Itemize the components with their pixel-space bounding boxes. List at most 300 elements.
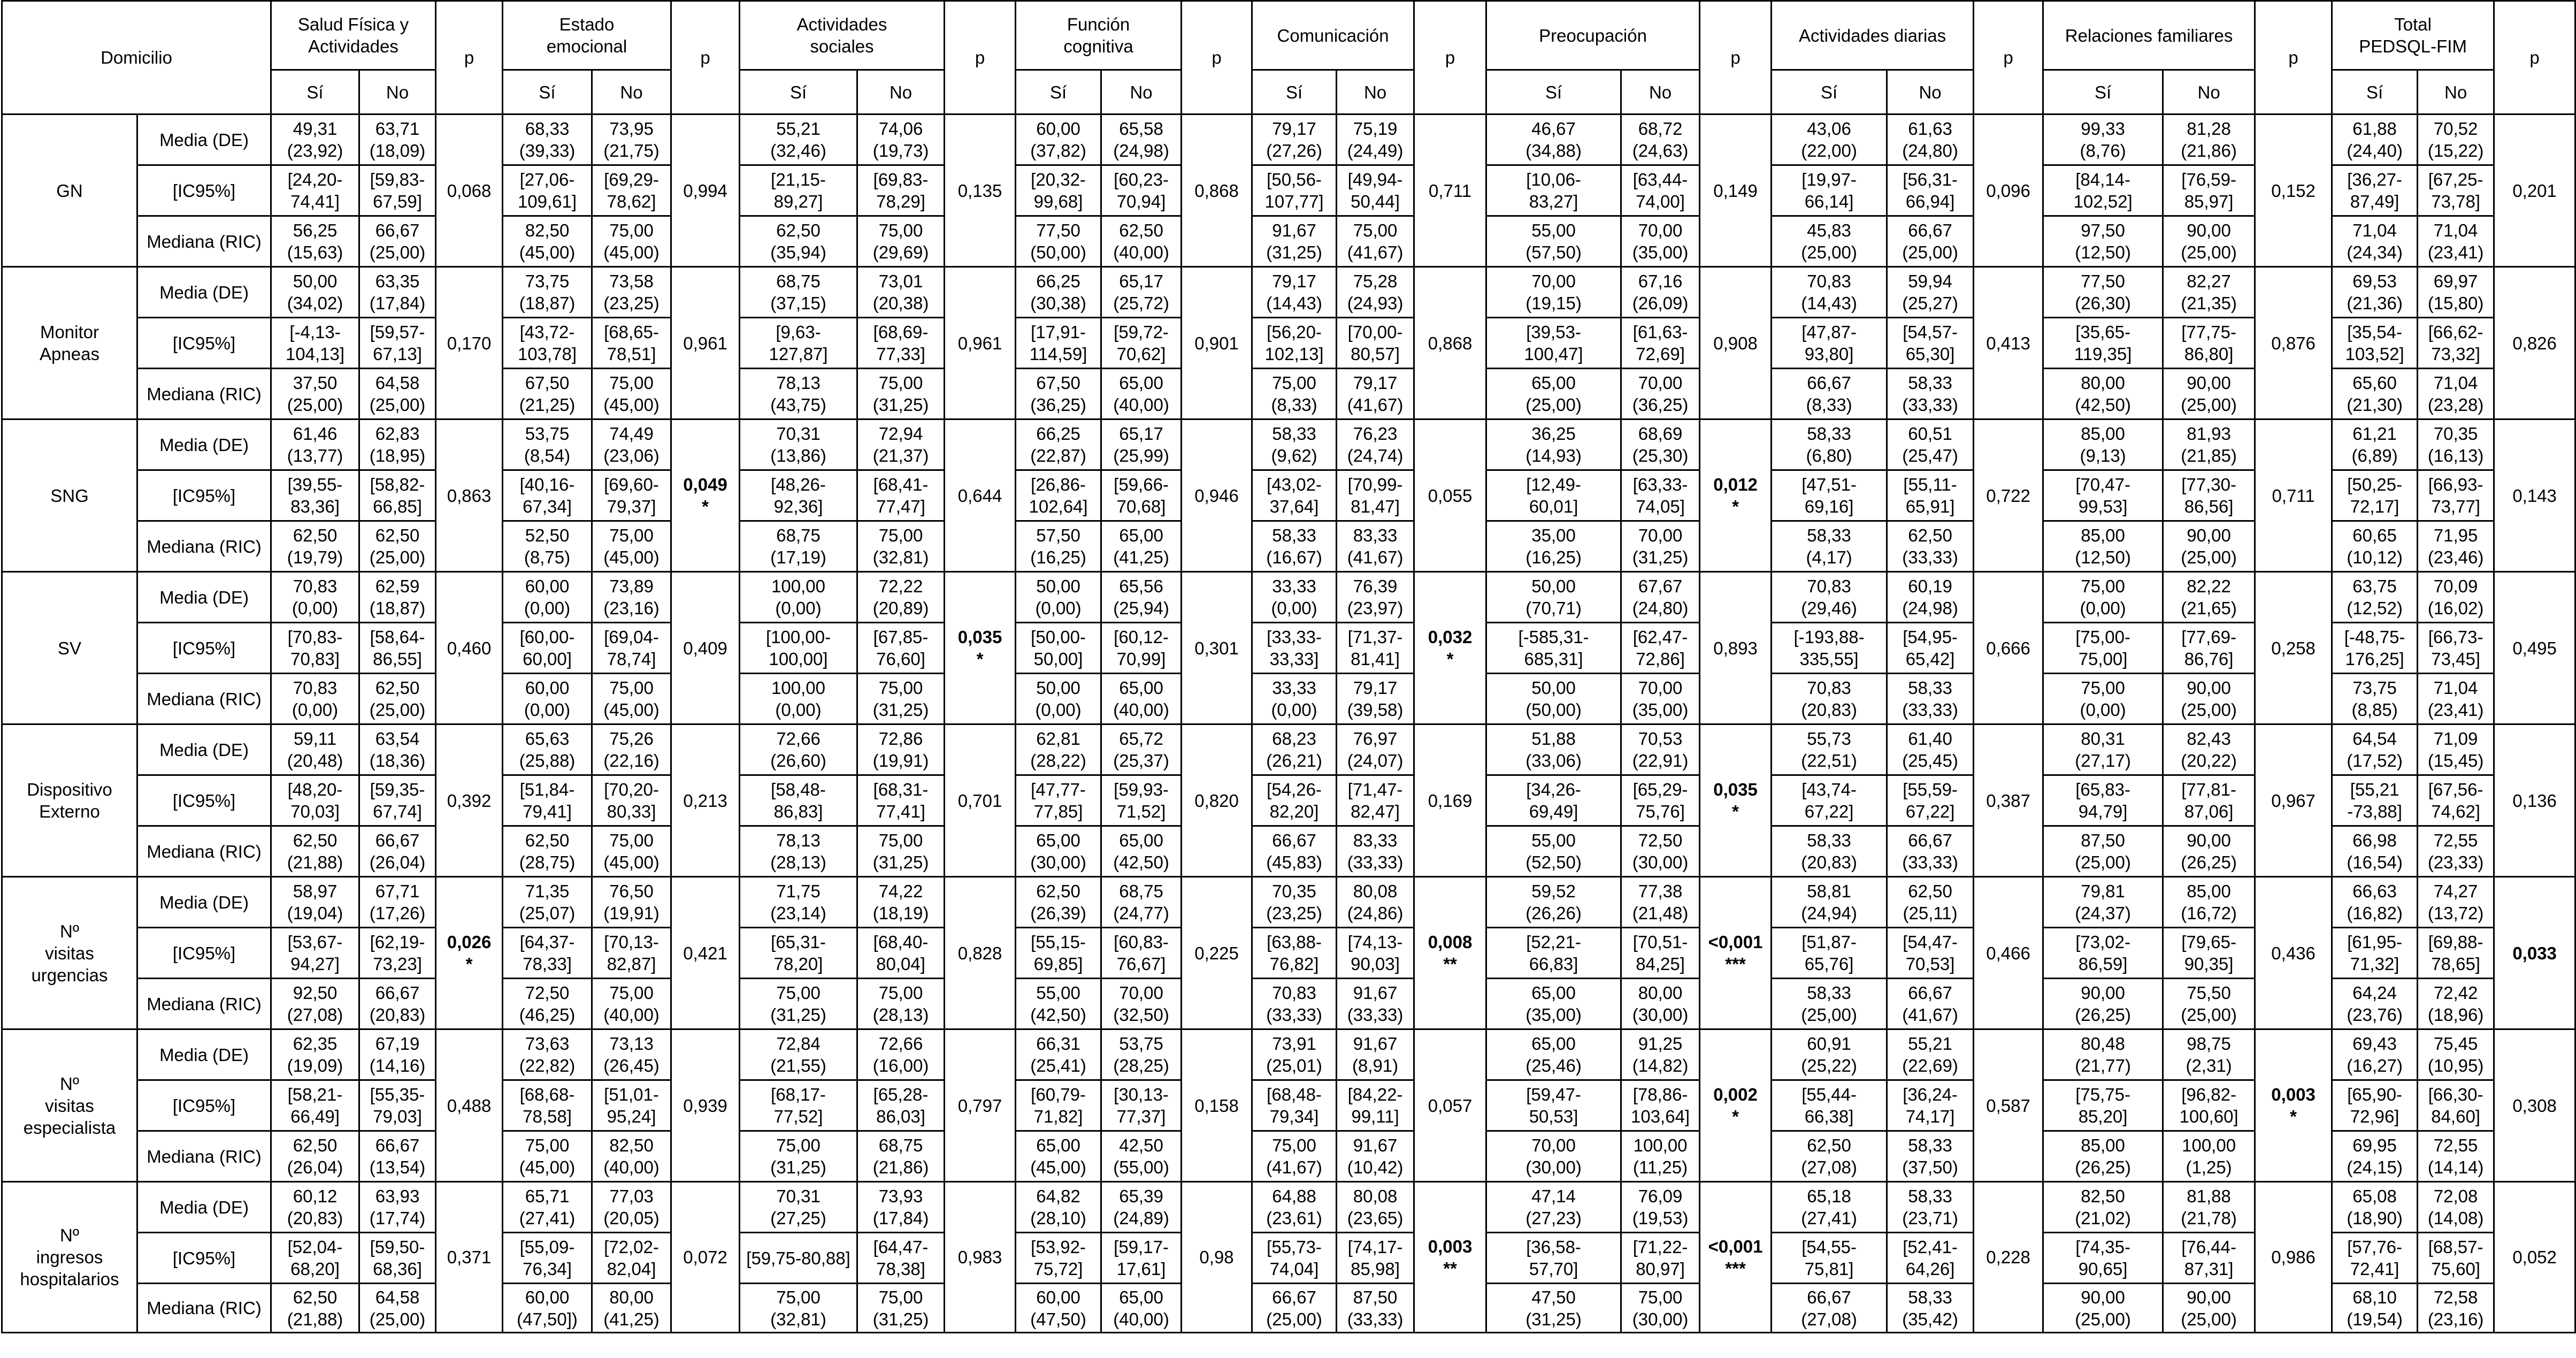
value-no: 61,63 (24,80) xyxy=(1887,115,1974,165)
value-si: [68,48- 79,34] xyxy=(1252,1080,1337,1131)
value-si: 70,31 (13,86) xyxy=(740,419,857,470)
value-no: 70,09 (16,02) xyxy=(2418,572,2494,623)
value-no: 77,38 (21,48) xyxy=(1621,877,1700,928)
stat-label: [IC95%] xyxy=(137,928,271,979)
p-value: 0,170 xyxy=(436,267,503,419)
value-no: [68,65- 78,51] xyxy=(592,318,671,369)
table-row xyxy=(2,1233,2575,1284)
p-value: 0,901 xyxy=(1182,267,1252,419)
value-si: 80,00 (42,50) xyxy=(2043,369,2163,419)
value-no: 62,50 (40,00) xyxy=(1101,216,1182,267)
p-value: 0,868 xyxy=(1414,267,1486,419)
value-si: [75,00- 75,00] xyxy=(2043,623,2163,674)
value-si: 62,35 (19,09) xyxy=(271,1029,359,1080)
table-row xyxy=(2,1284,2575,1333)
value-si: [68,68- 78,58] xyxy=(503,1080,592,1131)
p-header: p xyxy=(671,1,740,115)
value-no: [54,57- 65,30] xyxy=(1887,318,1974,369)
value-si: 69,95 (24,15) xyxy=(2332,1131,2418,1182)
value-si: [9,63- 127,87] xyxy=(740,318,857,369)
value-si: 70,31 (27,25) xyxy=(740,1182,857,1233)
value-si: 66,98 (16,54) xyxy=(2332,826,2418,877)
value-no: 75,00 (45,00) xyxy=(592,826,671,877)
value-si: 58,81 (24,94) xyxy=(1772,877,1887,928)
value-si: [39,53- 100,47] xyxy=(1486,318,1621,369)
value-no: [65,28- 86,03] xyxy=(857,1080,945,1131)
value-si: 90,00 (26,25) xyxy=(2043,979,2163,1029)
si-header: Sí xyxy=(2332,70,2418,115)
value-no: 75,00 (41,67) xyxy=(1337,216,1414,267)
value-no: 66,67 (25,00) xyxy=(1887,216,1974,267)
p-value: 0,301 xyxy=(1182,572,1252,724)
value-no: 75,00 (45,00) xyxy=(592,674,671,724)
value-si: [100,00- 100,00] xyxy=(740,623,857,674)
value-si: 55,73 (22,51) xyxy=(1772,724,1887,775)
p-value: 0,135 xyxy=(945,115,1016,267)
value-no: 65,58 (24,98) xyxy=(1101,115,1182,165)
value-no: 75,00 (31,25) xyxy=(857,826,945,877)
p-value: 0,961 xyxy=(945,267,1016,419)
value-no: [79,65- 90,35] xyxy=(2163,928,2255,979)
value-no: [66,93- 73,77] xyxy=(2418,470,2494,521)
value-no: [76,59- 85,97] xyxy=(2163,165,2255,216)
value-no: 58,33 (33,33) xyxy=(1887,674,1974,724)
p-value: 0,828 xyxy=(945,877,1016,1029)
value-si: 47,50 (31,25) xyxy=(1486,1284,1621,1333)
value-si: 37,50 (25,00) xyxy=(271,369,359,419)
p-value: 0,820 xyxy=(1182,724,1252,877)
value-si: 52,50 (8,75) xyxy=(503,521,592,572)
value-si: 66,67 (25,00) xyxy=(1252,1284,1337,1333)
value-si: 65,18 (27,41) xyxy=(1772,1182,1887,1233)
p-header: p xyxy=(2494,1,2575,115)
value-no: 61,40 (25,45) xyxy=(1887,724,1974,775)
value-no: 85,00 (16,72) xyxy=(2163,877,2255,928)
value-no: 75,00 (28,13) xyxy=(857,979,945,1029)
p-value: 0,666 xyxy=(1974,572,2043,724)
value-no: [67,25- 73,78] xyxy=(2418,165,2494,216)
value-si: 99,33 (8,76) xyxy=(2043,115,2163,165)
value-no: 76,23 (24,74) xyxy=(1337,419,1414,470)
value-si: [48,26- 92,36] xyxy=(740,470,857,521)
value-no: 74,22 (18,19) xyxy=(857,877,945,928)
p-value: 0,826 xyxy=(2494,267,2575,419)
stat-label: Mediana (RIC) xyxy=(137,1131,271,1182)
si-header: Sí xyxy=(1486,70,1621,115)
p-value: 0,908 xyxy=(1700,267,1772,419)
value-no: 66,67 (13,54) xyxy=(359,1131,436,1182)
table-row xyxy=(2,877,2575,928)
domain-header: Actividades diarias xyxy=(1772,1,1974,70)
si-header: Sí xyxy=(1772,70,1887,115)
value-si: 56,25 (15,63) xyxy=(271,216,359,267)
value-no: 70,00 (35,00) xyxy=(1621,216,1700,267)
value-no: [59,35- 67,74] xyxy=(359,775,436,826)
p-value: 0,169 xyxy=(1414,724,1486,877)
value-no: 80,08 (24,86) xyxy=(1337,877,1414,928)
value-si: 60,00 (0,00) xyxy=(503,572,592,623)
value-si: [60,79- 71,82] xyxy=(1016,1080,1101,1131)
p-value: 0,003 * xyxy=(2255,1029,2332,1182)
value-no: 72,08 (14,08) xyxy=(2418,1182,2494,1233)
p-value: 0,863 xyxy=(436,419,503,572)
value-no: 65,00 (40,00) xyxy=(1101,1284,1182,1333)
value-no: [59,83- 67,59] xyxy=(359,165,436,216)
value-si: [10,06- 83,27] xyxy=(1486,165,1621,216)
no-header: No xyxy=(359,70,436,115)
p-value: <0,001 *** xyxy=(1700,877,1772,1029)
no-header: No xyxy=(857,70,945,115)
value-si: [65,31- 78,20] xyxy=(740,928,857,979)
value-si: [26,86- 102,64] xyxy=(1016,470,1101,521)
p-value: 0,201 xyxy=(2494,115,2575,267)
value-no: [71,22- 80,97] xyxy=(1621,1233,1700,1284)
stat-label: Mediana (RIC) xyxy=(137,674,271,724)
value-no: 63,54 (18,36) xyxy=(359,724,436,775)
value-no: 70,00 (35,00) xyxy=(1621,674,1700,724)
value-no: 76,97 (24,07) xyxy=(1337,724,1414,775)
value-no: 91,25 (14,82) xyxy=(1621,1029,1700,1080)
no-header: No xyxy=(2163,70,2255,115)
p-value: 0,392 xyxy=(436,724,503,877)
value-no: [60,12- 70,99] xyxy=(1101,623,1182,674)
no-header: No xyxy=(1621,70,1700,115)
value-no: 74,06 (19,73) xyxy=(857,115,945,165)
table-row xyxy=(2,674,2575,724)
table-row xyxy=(2,267,2575,318)
value-no: 87,50 (33,33) xyxy=(1337,1284,1414,1333)
value-no: 72,55 (23,33) xyxy=(2418,826,2494,877)
value-si: 70,83 (14,43) xyxy=(1772,267,1887,318)
value-si: 62,50 (21,88) xyxy=(271,1284,359,1333)
value-no: 62,59 (18,87) xyxy=(359,572,436,623)
value-no: 82,43 (20,22) xyxy=(2163,724,2255,775)
value-si: 65,00 (25,00) xyxy=(1486,369,1621,419)
value-no: [74,17- 85,98] xyxy=(1337,1233,1414,1284)
value-no: 65,72 (25,37) xyxy=(1101,724,1182,775)
value-no: 62,50 (25,00) xyxy=(359,674,436,724)
si-header: Sí xyxy=(2043,70,2163,115)
value-no: 76,50 (19,91) xyxy=(592,877,671,928)
value-no: [66,30- 84,60] xyxy=(2418,1080,2494,1131)
results-table-page xyxy=(1,0,2576,1333)
value-no: [74,13- 90,03] xyxy=(1337,928,1414,979)
value-no: [71,37- 81,41] xyxy=(1337,623,1414,674)
value-no: 65,00 (40,00) xyxy=(1101,674,1182,724)
p-value: 0,876 xyxy=(2255,267,2332,419)
value-si: 65,08 (18,90) xyxy=(2332,1182,2418,1233)
header-row-si-no xyxy=(2,70,2575,115)
value-si: 53,75 (8,54) xyxy=(503,419,592,470)
p-value: 0,035 * xyxy=(1700,724,1772,877)
table-row xyxy=(2,623,2575,674)
domain-header: Función cognitiva xyxy=(1016,1,1182,70)
value-si: 51,88 (33,06) xyxy=(1486,724,1621,775)
table-row xyxy=(2,928,2575,979)
value-no: 100,00 (11,25) xyxy=(1621,1131,1700,1182)
value-no: 67,16 (26,09) xyxy=(1621,267,1700,318)
value-no: 68,75 (21,86) xyxy=(857,1131,945,1182)
value-no: 71,09 (15,45) xyxy=(2418,724,2494,775)
value-si: [27,06- 109,61] xyxy=(503,165,592,216)
value-no: 65,56 (25,94) xyxy=(1101,572,1182,623)
value-si: [73,02- 86,59] xyxy=(2043,928,2163,979)
p-header: p xyxy=(1974,1,2043,115)
value-si: 70,83 (20,83) xyxy=(1772,674,1887,724)
stat-label: Mediana (RIC) xyxy=(137,216,271,267)
value-si: 65,00 (30,00) xyxy=(1016,826,1101,877)
value-no: 75,28 (24,93) xyxy=(1337,267,1414,318)
value-si: 36,25 (14,93) xyxy=(1486,419,1621,470)
value-si: 91,67 (31,25) xyxy=(1252,216,1337,267)
value-si: 60,00 (47,50]) xyxy=(503,1284,592,1333)
value-no: 72,55 (14,14) xyxy=(2418,1131,2494,1182)
value-no: 63,71 (18,09) xyxy=(359,115,436,165)
value-no: 64,58 (25,00) xyxy=(359,369,436,419)
value-si: 65,71 (27,41) xyxy=(503,1182,592,1233)
value-no: 90,00 (25,00) xyxy=(2163,1284,2255,1333)
p-value: 0,003 ** xyxy=(1414,1182,1486,1333)
stat-label: Media (DE) xyxy=(137,724,271,775)
value-no: [70,13- 82,87] xyxy=(592,928,671,979)
value-si: [55,15- 69,85] xyxy=(1016,928,1101,979)
stat-label: Mediana (RIC) xyxy=(137,521,271,572)
p-value: 0,136 xyxy=(2494,724,2575,877)
value-si: [39,55- 83,36] xyxy=(271,470,359,521)
si-header: Sí xyxy=(1016,70,1101,115)
value-si: 66,67 (8,33) xyxy=(1772,369,1887,419)
value-no: [55,11- 65,91] xyxy=(1887,470,1974,521)
value-si: 73,75 (8,85) xyxy=(2332,674,2418,724)
value-si: 70,35 (23,25) xyxy=(1252,877,1337,928)
value-si: [63,88- 76,82] xyxy=(1252,928,1337,979)
value-no: [36,24- 74,17] xyxy=(1887,1080,1974,1131)
p-value: 0,008 ** xyxy=(1414,877,1486,1029)
p-value: 0,152 xyxy=(2255,115,2332,267)
value-si: 33,33 (0,00) xyxy=(1252,674,1337,724)
value-no: 58,33 (33,33) xyxy=(1887,369,1974,419)
value-no: 90,00 (25,00) xyxy=(2163,674,2255,724)
value-no: [84,22- 99,11] xyxy=(1337,1080,1414,1131)
value-si: 66,67 (45,83) xyxy=(1252,826,1337,877)
value-no: 62,50 (25,11) xyxy=(1887,877,1974,928)
value-no: 66,67 (26,04) xyxy=(359,826,436,877)
value-no: [52,41- 64,26] xyxy=(1887,1233,1974,1284)
table-row xyxy=(2,1131,2575,1182)
value-no: [60,23- 70,94] xyxy=(1101,165,1182,216)
value-no: 76,09 (19,53) xyxy=(1621,1182,1700,1233)
value-no: [63,33- 74,05] xyxy=(1621,470,1700,521)
value-si: [36,27- 87,49] xyxy=(2332,165,2418,216)
table-row xyxy=(2,419,2575,470)
value-no: [70,51- 84,25] xyxy=(1621,928,1700,979)
value-si: [40,16- 67,34] xyxy=(503,470,592,521)
value-no: [58,64- 86,55] xyxy=(359,623,436,674)
value-si: [55,21 -73,88] xyxy=(2332,775,2418,826)
value-si: 55,00 (57,50) xyxy=(1486,216,1621,267)
value-si: [61,95- 71,32] xyxy=(2332,928,2418,979)
no-header: No xyxy=(1101,70,1182,115)
value-no: [69,83- 78,29] xyxy=(857,165,945,216)
value-no: 75,00 (45,00) xyxy=(592,216,671,267)
p-value: 0,072 xyxy=(671,1182,740,1333)
p-header: p xyxy=(1700,1,1772,115)
value-no: [59,72- 70,62] xyxy=(1101,318,1182,369)
value-si: 75,00 (31,25) xyxy=(740,1131,857,1182)
p-value: 0,994 xyxy=(671,115,740,267)
value-no: 81,28 (21,86) xyxy=(2163,115,2255,165)
value-no: 66,67 (33,33) xyxy=(1887,826,1974,877)
p-header: p xyxy=(2255,1,2332,115)
value-no: [77,75- 86,80] xyxy=(2163,318,2255,369)
p-value: 0,413 xyxy=(1974,267,2043,419)
value-no: [49,94- 50,44] xyxy=(1337,165,1414,216)
value-si: 87,50 (25,00) xyxy=(2043,826,2163,877)
value-no: [76,44- 87,31] xyxy=(2163,1233,2255,1284)
value-no: [69,04- 78,74] xyxy=(592,623,671,674)
value-no: 55,21 (22,69) xyxy=(1887,1029,1974,1080)
p-value: 0,421 xyxy=(671,877,740,1029)
value-no: 79,17 (41,67) xyxy=(1337,369,1414,419)
value-no: 72,50 (30,00) xyxy=(1621,826,1700,877)
value-si: 64,88 (23,61) xyxy=(1252,1182,1337,1233)
value-no: 100,00 (1,25) xyxy=(2163,1131,2255,1182)
value-si: [58,21- 66,49] xyxy=(271,1080,359,1131)
value-si: [68,17- 77,52] xyxy=(740,1080,857,1131)
value-no: [64,47- 78,38] xyxy=(857,1233,945,1284)
table-row xyxy=(2,826,2575,877)
value-si: 58,33 (25,00) xyxy=(1772,979,1887,1029)
value-si: 85,00 (9,13) xyxy=(2043,419,2163,470)
value-no: 66,67 (25,00) xyxy=(359,216,436,267)
value-si: 33,33 (0,00) xyxy=(1252,572,1337,623)
value-si: 62,50 (27,08) xyxy=(1772,1131,1887,1182)
value-no: 72,58 (23,16) xyxy=(2418,1284,2494,1333)
value-no: [59,93- 71,52] xyxy=(1101,775,1182,826)
value-si: 46,67 (34,88) xyxy=(1486,115,1621,165)
value-si: [53,67- 94,27] xyxy=(271,928,359,979)
value-si: 70,83 (0,00) xyxy=(271,572,359,623)
p-value: 0,488 xyxy=(436,1029,503,1182)
value-no: [96,82- 100,60] xyxy=(2163,1080,2255,1131)
value-no: 75,00 (31,25) xyxy=(857,1284,945,1333)
value-si: 65,00 (25,46) xyxy=(1486,1029,1621,1080)
value-si: [84,14- 102,52] xyxy=(2043,165,2163,216)
value-no: 73,89 (23,16) xyxy=(592,572,671,623)
value-no: 65,39 (24,89) xyxy=(1101,1182,1182,1233)
value-si: 73,91 (25,01) xyxy=(1252,1029,1337,1080)
value-si: 68,75 (37,15) xyxy=(740,267,857,318)
domain-header: Relaciones familiares xyxy=(2043,1,2255,70)
value-no: [72,02- 82,04] xyxy=(592,1233,671,1284)
value-si: 72,84 (21,55) xyxy=(740,1029,857,1080)
value-no: 90,00 (25,00) xyxy=(2163,369,2255,419)
value-no: 58,33 (23,71) xyxy=(1887,1182,1974,1233)
table-row xyxy=(2,216,2575,267)
p-value: <0,001 *** xyxy=(1700,1182,1772,1333)
value-no: 73,13 (26,45) xyxy=(592,1029,671,1080)
value-si: [-4,13- 104,13] xyxy=(271,318,359,369)
value-no: 58,33 (37,50) xyxy=(1887,1131,1974,1182)
value-si: 80,31 (27,17) xyxy=(2043,724,2163,775)
value-si: 66,25 (30,38) xyxy=(1016,267,1101,318)
value-si: [43,74- 67,22] xyxy=(1772,775,1887,826)
p-value: 0,946 xyxy=(1182,419,1252,572)
value-no: 68,75 (24,77) xyxy=(1101,877,1182,928)
value-no: [59,57- 67,13] xyxy=(359,318,436,369)
value-si: 64,54 (17,52) xyxy=(2332,724,2418,775)
value-si: [50,25- 72,17] xyxy=(2332,470,2418,521)
value-si: [43,02- 37,64] xyxy=(1252,470,1337,521)
value-si: 92,50 (27,08) xyxy=(271,979,359,1029)
p-value: 0,644 xyxy=(945,419,1016,572)
value-no: 42,50 (55,00) xyxy=(1101,1131,1182,1182)
value-no: 59,94 (25,27) xyxy=(1887,267,1974,318)
value-si: 77,50 (50,00) xyxy=(1016,216,1101,267)
value-no: [30,13- 77,37] xyxy=(1101,1080,1182,1131)
value-si: 72,66 (26,60) xyxy=(740,724,857,775)
value-si: [35,65- 119,35] xyxy=(2043,318,2163,369)
value-si: 60,65 (10,12) xyxy=(2332,521,2418,572)
value-si: [60,00- 60,00] xyxy=(503,623,592,674)
value-no: 60,19 (24,98) xyxy=(1887,572,1974,623)
value-no: [68,40- 80,04] xyxy=(857,928,945,979)
value-no: 73,58 (23,25) xyxy=(592,267,671,318)
value-si: 85,00 (12,50) xyxy=(2043,521,2163,572)
value-si: [43,72- 103,78] xyxy=(503,318,592,369)
p-value: 0,495 xyxy=(2494,572,2575,724)
value-si: [47,51- 69,16] xyxy=(1772,470,1887,521)
group-label: Nº ingresos hospitalarios xyxy=(2,1182,137,1333)
value-no: [61,63- 72,69] xyxy=(1621,318,1700,369)
value-no: 75,00 (31,25) xyxy=(857,674,945,724)
group-label: GN xyxy=(2,115,137,267)
value-si: 69,53 (21,36) xyxy=(2332,267,2418,318)
table-row xyxy=(2,521,2575,572)
si-header: Sí xyxy=(740,70,857,115)
group-label: Monitor Apneas xyxy=(2,267,137,419)
value-no: 65,17 (25,99) xyxy=(1101,419,1182,470)
value-no: 73,93 (17,84) xyxy=(857,1182,945,1233)
value-no: 75,00 (32,81) xyxy=(857,521,945,572)
value-si: [50,56- 107,77] xyxy=(1252,165,1337,216)
value-no: 65,00 (41,25) xyxy=(1101,521,1182,572)
value-si: 60,91 (25,22) xyxy=(1772,1029,1887,1080)
value-no: [59,50- 68,36] xyxy=(359,1233,436,1284)
header-row-domains xyxy=(2,1,2575,70)
value-si: 79,17 (27,26) xyxy=(1252,115,1337,165)
value-si: 62,50 (26,04) xyxy=(271,1131,359,1182)
value-no: [56,31- 66,94] xyxy=(1887,165,1974,216)
value-si: [-193,88- 335,55] xyxy=(1772,623,1887,674)
value-no: [70,99- 81,47] xyxy=(1337,470,1414,521)
value-no: 74,49 (23,06) xyxy=(592,419,671,470)
p-value: 0,460 xyxy=(436,572,503,724)
value-si: 66,31 (25,41) xyxy=(1016,1029,1101,1080)
value-si: 70,00 (19,15) xyxy=(1486,267,1621,318)
value-si: 71,75 (23,14) xyxy=(740,877,857,928)
group-label: Dispositivo Externo xyxy=(2,724,137,877)
value-no: 73,95 (21,75) xyxy=(592,115,671,165)
p-value: 0,225 xyxy=(1182,877,1252,1029)
value-si: 58,33 (20,83) xyxy=(1772,826,1887,877)
value-no: 63,93 (17,74) xyxy=(359,1182,436,1233)
stat-label: [IC95%] xyxy=(137,1080,271,1131)
p-value: 0,052 xyxy=(2494,1182,2575,1333)
stat-label: [IC95%] xyxy=(137,775,271,826)
value-si: 55,00 (52,50) xyxy=(1486,826,1621,877)
table-row xyxy=(2,115,2575,165)
